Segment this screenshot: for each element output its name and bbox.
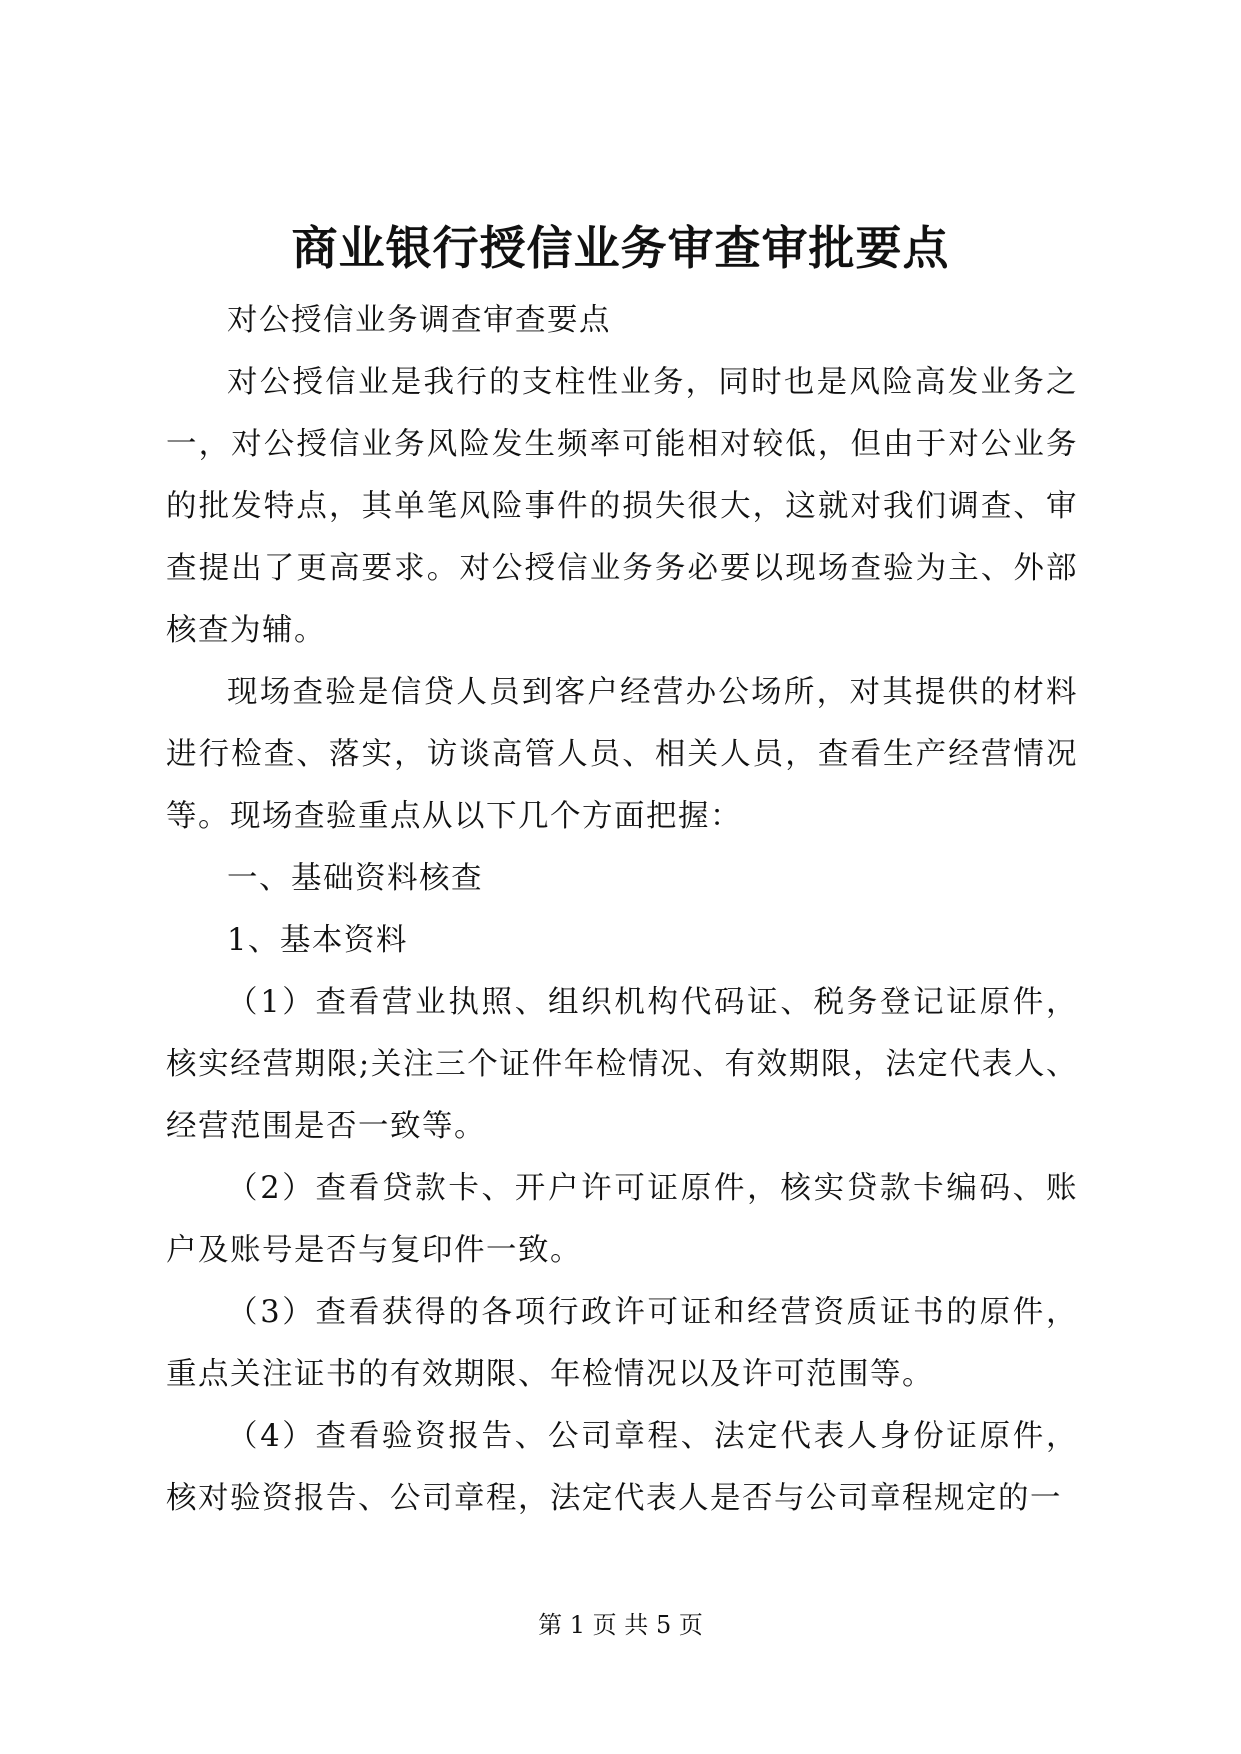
paragraph: 现场查验是信贷人员到客户经营办公场所，对其提供的材料进行检查、落实，访谈高管人员、相关人员，查看生产经营情况等。现场查验重点从以下几个方面把握： [166,675,1078,834]
document-body [166,290,1078,1530]
paragraph: （3）查看获得的各项行政许可证和经营资质证书的原件，重点关注证书的有效期限、年检情况以及许可范围等。 [166,1295,1078,1392]
paragraph: （4）查看验资报告、公司章程、法定代表人身份证原件，核对验资报告、公司章程，法定代表人是否与公司章程规定的一 [166,1419,1078,1516]
subsection-heading: 1、基本资料 [227,923,408,958]
document-title: 商业银行授信业务审查审批要点 [291,221,950,275]
paragraph: 对公授信业是我行的支柱性业务，同时也是风险高发业务之一，对公授信业务风险发生频率可能相对较低，但由于对公业务的批发特点，其单笔风险事件的损失很大，这就对我们调查、审查提出了更高要求。对公授信业务务必要以现场查验为主、外部核查为辅。 [166,365,1078,648]
paragraph-subtitle: 对公授信业务调查审查要点 [227,303,611,338]
section-heading: 一、基础资料核查 [227,861,483,896]
page-number-footer: 第 1 页 共 5 页 [538,1611,703,1639]
paragraph: （2）查看贷款卡、开户许可证原件，核实贷款卡编码、账户及账号是否与复印件一致。 [166,1171,1078,1268]
paragraph: （1）查看营业执照、组织机构代码证、税务登记证原件，核实经营期限;关注三个证件年检情况、有效期限，法定代表人、经营范围是否一致等。 [166,985,1078,1144]
